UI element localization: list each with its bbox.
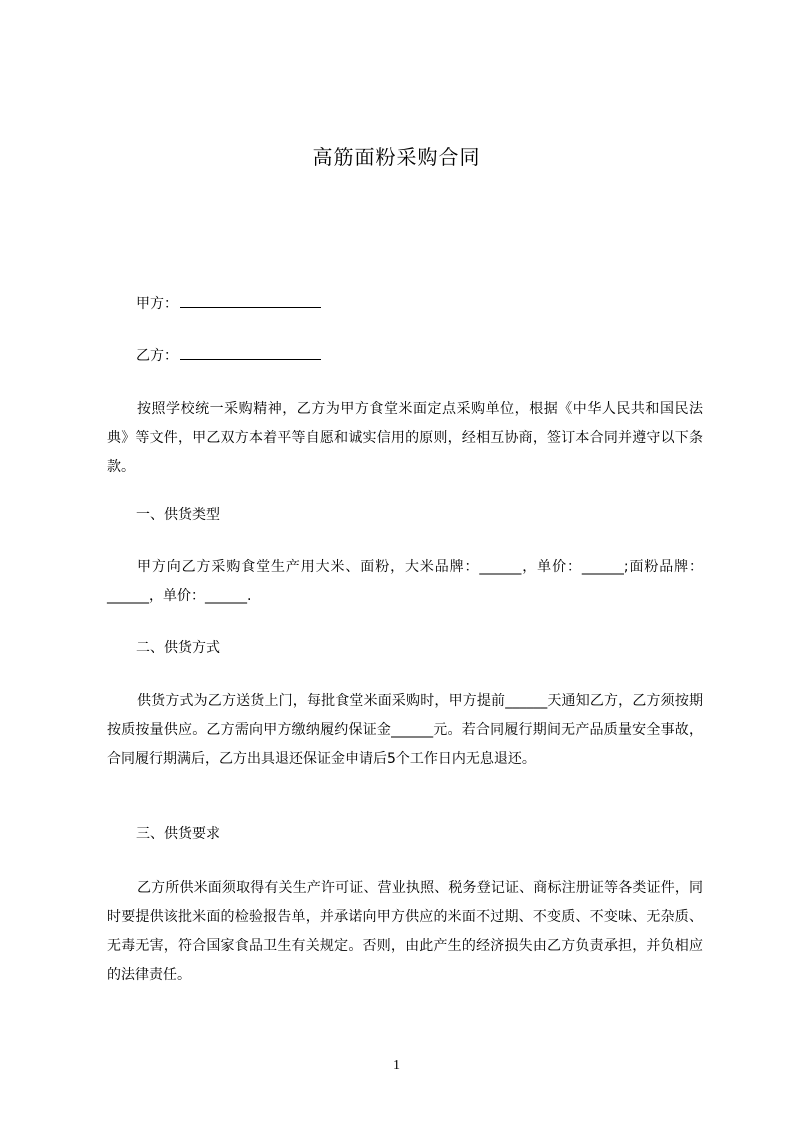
document-title: 高筋面粉采购合同 [312, 145, 481, 169]
section-body-3: 乙方所供米面须取得有关生产许可证、营业执照、税务登记证、商标注册证等各类证件，同时要提供该批米面的检验报告单，并承诺向甲方供应的米面不过期、不变质、不变味、无杂质、无毒无害，符合国家食品卫生有关规定。否则，由此产生的经济损失由乙方负责承担，并负相应的法律责任。 [107, 880, 703, 983]
party-a-line [136, 292, 321, 314]
section-heading-1: 一、供货类型 [136, 507, 220, 523]
party-a-label: 甲方： [136, 296, 178, 312]
party-b-blank [180, 344, 321, 360]
party-a-blank [180, 292, 321, 308]
party-b-label: 乙方： [136, 348, 178, 364]
section-body-2: 供货方式为乙方送货上门，每批食堂米面采购时，甲方提前______天通知乙方，乙方须按期按质按量供应。乙方需向甲方缴纳履约保证金______元。若合同履行期间无产品质量安全事故，合同履行期满后，乙方出具退还保证金申请后5个工作日内无息退还。 [107, 693, 703, 767]
party-b-line [136, 344, 321, 366]
section-body-1: 甲方向乙方采购食堂生产用大米、面粉，大米品牌：______，单价：______;面粉品牌：______，单价：______. [107, 559, 703, 604]
section-heading-3: 三、供货要求 [136, 826, 220, 842]
page-number: 1 [393, 1058, 400, 1073]
section-heading-2: 二、供货方式 [136, 640, 220, 656]
intro-paragraph: 按照学校统一采购精神，乙方为甲方食堂米面定点采购单位，根据《中华人民共和国民法典》等文件，甲乙双方本着平等自愿和诚实信用的原则，经相互协商，签订本合同并遵守以下条款。 [107, 401, 703, 475]
